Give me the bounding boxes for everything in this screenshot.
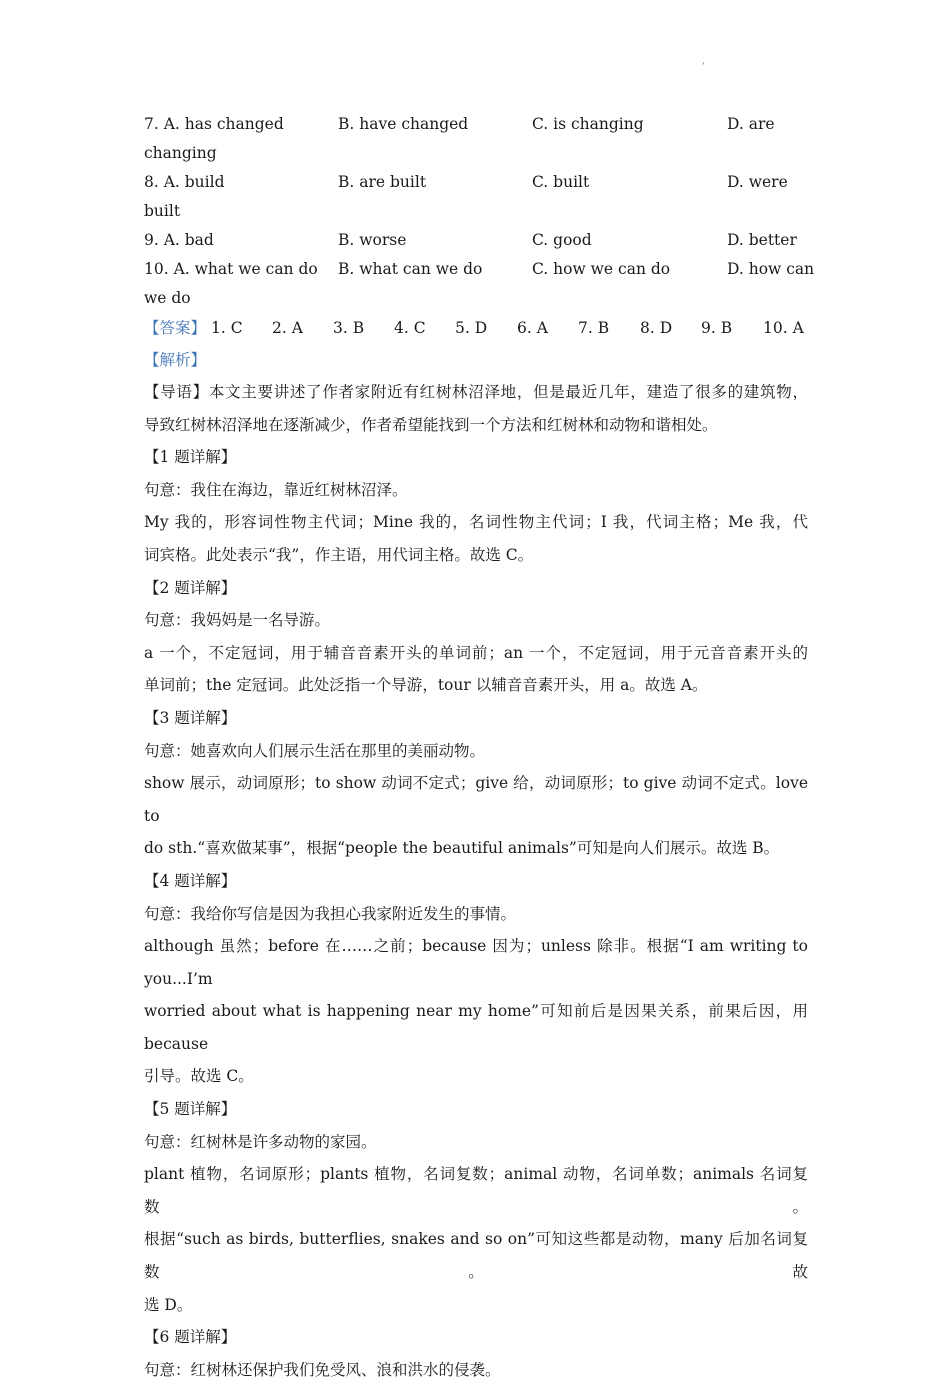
- answer-item: 1. C: [211, 319, 243, 337]
- explanation-line: do sth.“喜欢做某事”，根据“people the beautiful animals”可知是向人们展示。故选 B。: [144, 839, 780, 858]
- answer-item: 2. A: [272, 319, 303, 337]
- option-a: 9. A. bad: [144, 231, 214, 249]
- document-body: [144, 110, 815, 1386]
- explanation-line: plant 植物，名词原形；plants 植物，名词复数；animal 动物，名词单数；animals 名词复数。: [144, 1165, 808, 1216]
- option-row-10: [144, 255, 815, 284]
- option-d: D. better: [727, 231, 797, 249]
- option-row-8: [144, 168, 808, 197]
- option-a: 8. A. build: [144, 173, 225, 191]
- option-c: C. built: [532, 173, 590, 191]
- answer-item: 10. A: [763, 319, 804, 337]
- answer-item: 4. C: [394, 319, 426, 337]
- option-a: 7. A. has changed: [144, 115, 284, 133]
- option-b: B. have changed: [338, 115, 469, 133]
- question-title: 【2 题详解】: [144, 578, 237, 597]
- sentence-meaning: 句意：她喜欢向人们展示生活在那里的美丽动物。: [144, 741, 486, 760]
- option-d: D. were: [727, 173, 788, 191]
- analysis-tag: 【解析】: [144, 351, 207, 369]
- explanation-line: worried about what is happening near my home”可知前后是因果关系，前果后因，用 because: [144, 1002, 808, 1053]
- option-row-9: [144, 226, 808, 255]
- sentence-meaning: 句意：红树林还保护我们免受风、浪和洪水的侵袭。: [144, 1360, 501, 1379]
- explanation-line: 选 D。: [144, 1295, 193, 1314]
- intro-line: 导致红树林沼泽地在逐渐减少，作者希望能找到一个方法和红树林和动物和谐相处。: [144, 415, 718, 434]
- answer-item: 6. A: [517, 319, 548, 337]
- page-mark: ': [702, 62, 705, 72]
- option-row-7: [144, 110, 808, 139]
- question-title: 【3 题详解】: [144, 708, 237, 727]
- question-title: 【1 题详解】: [144, 448, 237, 467]
- option-wrap: we do: [144, 289, 191, 307]
- intro-line: 【导语】本文主要讲述了作者家附近有红树林沼泽地，但是最近几年，建造了很多的建筑物，: [144, 383, 808, 401]
- question-title: 【6 题详解】: [144, 1328, 237, 1347]
- explanation-line: show 展示，动词原形；to show 动词不定式；give 给，动词原形；to give 动词不定式。love to: [144, 774, 808, 825]
- explanation-line: a 一个，不定冠词，用于辅音音素开头的单词前；an 一个，不定冠词，用于元音音素开头的: [144, 643, 808, 662]
- option-b: B. worse: [338, 231, 407, 249]
- answer-item: 3. B: [333, 319, 365, 337]
- answer-item: 7. B: [578, 319, 610, 337]
- option-c: C. is changing: [532, 115, 644, 133]
- option-wrap: built: [144, 202, 181, 220]
- option-d: D. are: [727, 115, 775, 133]
- explanation-line: My 我的，形容词性物主代词；Mine 我的，名词性物主代词；I 我，代词主格；Me 我，代: [144, 513, 808, 532]
- explanation-line: 引导。故选 C。: [144, 1067, 254, 1086]
- explanation-line: although 虽然；before 在……之前；because 因为；unless 除非。根据“I am writing to you...I’m: [144, 937, 808, 988]
- option-b: B. what can we do: [338, 260, 483, 278]
- option-c: C. good: [532, 231, 592, 249]
- sentence-meaning: 句意：我给你写信是因为我担心我家附近发生的事情。: [144, 904, 517, 923]
- answer-item: 9. B: [701, 319, 733, 337]
- sentence-meaning: 句意：我妈妈是一名导游。: [144, 611, 331, 630]
- explanation-line: 词宾格。此处表示“我”，作主语，用代词主格。故选 C。: [144, 545, 534, 564]
- option-wrap: changing: [144, 144, 217, 162]
- answer-item: 8. D: [640, 319, 673, 337]
- option-c: C. how we can do: [532, 260, 671, 278]
- sentence-meaning: 句意：我住在海边，靠近红树林沼泽。: [144, 480, 408, 499]
- question-title: 【5 题详解】: [144, 1100, 237, 1119]
- option-b: B. are built: [338, 173, 427, 191]
- explanation-line: 根据“such as birds, butterflies, snakes and so on”可知这些都是动物，many 后加名词复数。故: [144, 1230, 808, 1282]
- sentence-meaning: 句意：红树林是许多动物的家园。: [144, 1132, 377, 1151]
- explanation-line: 单词前；the 定冠词。此处泛指一个导游，tour 以辅音音素开头，用 a。故选 A。: [144, 676, 708, 695]
- option-a: 10. A. what we can do: [144, 260, 318, 278]
- answer-key: [144, 313, 808, 344]
- option-d: D. how can: [727, 260, 815, 278]
- answer-tag: 【答案】: [144, 319, 207, 337]
- question-title: 【4 题详解】: [144, 871, 237, 890]
- answer-item: 5. D: [455, 319, 488, 337]
